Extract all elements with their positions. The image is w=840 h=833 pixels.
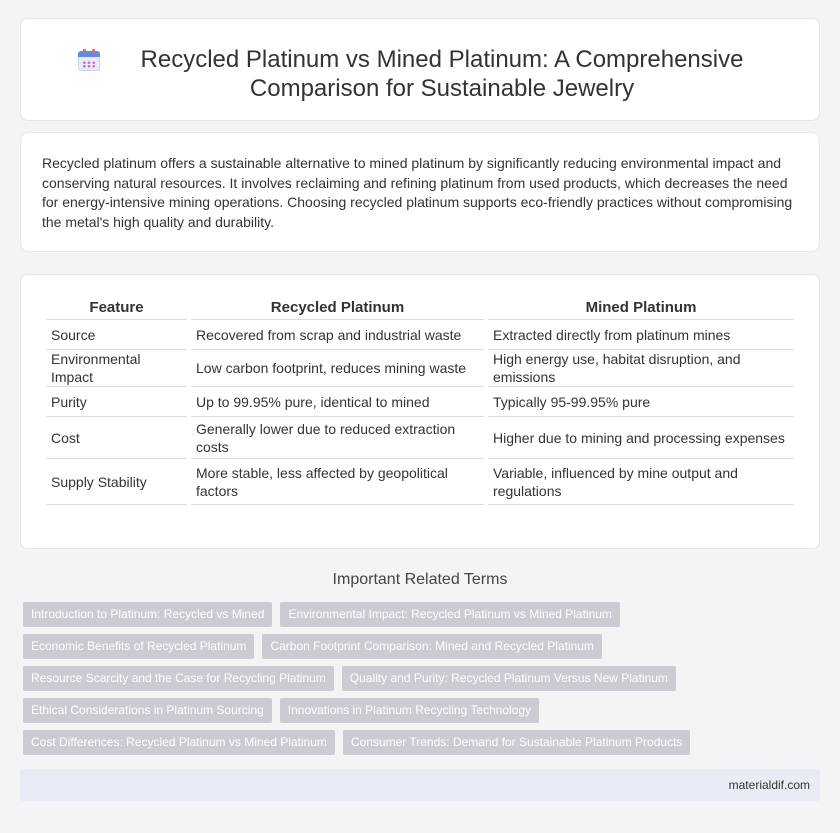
related-term-tag[interactable]: Resource Scarcity and the Case for Recycling Platinum — [23, 666, 334, 691]
table-cell-recycled: Generally lower due to reduced extraction costs — [191, 417, 484, 459]
table-cell-mined: High energy use, habitat disruption, and emissions — [488, 350, 794, 387]
table-header-row — [46, 295, 794, 320]
footer — [20, 769, 820, 801]
related-terms-list — [23, 602, 723, 755]
table-cell-feature: Supply Stability — [46, 459, 187, 505]
intro-card — [20, 132, 820, 252]
comparison-table — [42, 295, 798, 505]
comparison-table-card — [20, 274, 820, 549]
table-cell-feature: Cost — [46, 417, 187, 459]
table-cell-mined: Extracted directly from platinum mines — [488, 320, 794, 350]
calendar-icon — [78, 49, 100, 71]
related-terms-title: Important Related Terms — [332, 571, 508, 588]
table-header-mined: Mined Platinum — [488, 295, 794, 320]
table-cell-feature: Source — [46, 320, 187, 350]
intro-text: Recycled platinum offers a sustainable alternative to mined platinum by significantly reducing environmental impact and conserving natural resources. It involves reclaiming and refining platinum from used products, which decreases the need for energy-intensive mining operations. Choosing recycled platinum supports eco-friendly practices without compromising the metal's high quality and durability. — [42, 155, 793, 230]
table-header-recycled: Recycled Platinum — [191, 295, 484, 320]
related-term-tag[interactable]: Environmental Impact: Recycled Platinum vs Mined Platinum — [280, 602, 619, 627]
table-cell-mined: Variable, influenced by mine output and regulations — [488, 459, 794, 505]
related-term-tag[interactable]: Innovations in Platinum Recycling Technology — [280, 698, 539, 723]
related-term-tag[interactable]: Ethical Considerations in Platinum Sourcing — [23, 698, 272, 723]
table-cell-recycled: Low carbon footprint, reduces mining waste — [191, 350, 484, 387]
related-term-tag[interactable]: Introduction to Platinum: Recycled vs Mined — [23, 602, 272, 627]
table-row — [46, 320, 794, 350]
related-term-tag[interactable]: Cost Differences: Recycled Platinum vs Mined Platinum — [23, 730, 335, 755]
table-row — [46, 350, 794, 387]
page-title: Recycled Platinum vs Mined Platinum: A Comprehensive Comparison for Sustainable Jewelry — [140, 46, 744, 102]
table-row — [46, 387, 794, 417]
related-term-tag[interactable]: Economic Benefits of Recycled Platinum — [23, 634, 254, 659]
table-cell-recycled: Up to 99.95% pure, identical to mined — [191, 387, 484, 417]
table-cell-mined: Higher due to mining and processing expenses — [488, 417, 794, 459]
table-cell-feature: Purity — [46, 387, 187, 417]
table-row — [46, 459, 794, 505]
table-cell-recycled: More stable, less affected by geopolitical factors — [191, 459, 484, 505]
footer-site[interactable]: materialdif.com — [728, 778, 810, 792]
related-term-tag[interactable]: Quality and Purity: Recycled Platinum Versus New Platinum — [342, 666, 676, 691]
table-row — [46, 417, 794, 459]
header-card — [20, 18, 820, 121]
table-cell-feature: Environmental Impact — [46, 350, 187, 387]
related-term-tag[interactable]: Consumer Trends: Demand for Sustainable Platinum Products — [343, 730, 691, 755]
table-cell-recycled: Recovered from scrap and industrial waste — [191, 320, 484, 350]
table-cell-mined: Typically 95-99.95% pure — [488, 387, 794, 417]
title-row — [21, 45, 819, 103]
table-header-feature: Feature — [46, 295, 187, 320]
related-term-tag[interactable]: Carbon Footprint Comparison: Mined and Recycled Platinum — [262, 634, 602, 659]
